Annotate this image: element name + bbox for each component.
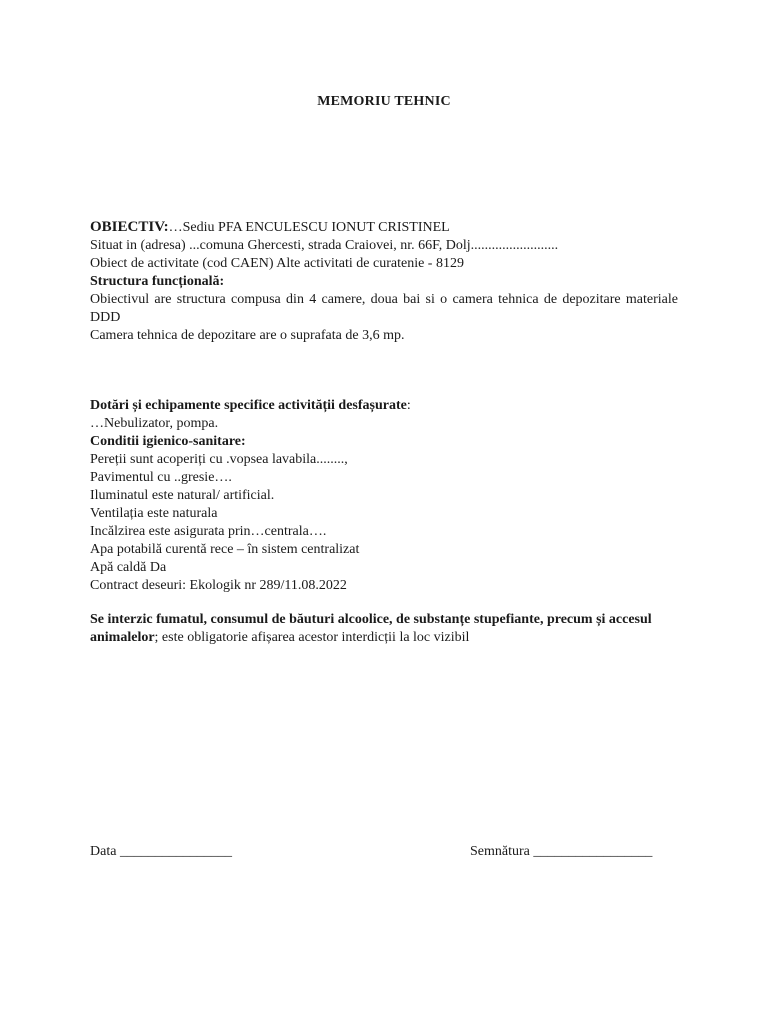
signature-label: Semnătura (470, 844, 530, 859)
objective-line (90, 218, 678, 237)
objective-section (90, 218, 678, 345)
hygiene-item: Apa potabilă curentă rece – în sistem centralizat (90, 542, 360, 557)
hygiene-heading: Conditii igienico-sanitare: (90, 434, 246, 449)
signature-line: _________________ (533, 844, 653, 859)
hygiene-item: Apă caldă Da (90, 560, 167, 575)
hygiene-item: Ventilația este naturala (90, 506, 218, 521)
signature-field (470, 844, 652, 860)
address-line: Situat in (adresa) ...comuna Ghercesti, strada Craiovei, nr. 66F, Dolj......................... (90, 238, 559, 253)
equipment-heading: Dotări și echipamente specifice activității desfașurate (90, 398, 407, 413)
structure-heading: Structura funcțională: (90, 274, 225, 289)
date-field (90, 844, 232, 860)
prohibition-bold: Se interzic fumatul, consumul de băuturi alcoolice, de substanțe stupefiante, precum și accesul animalelor (90, 612, 652, 645)
hygiene-item: Pavimentul cu ..gresie…. (90, 470, 232, 485)
hygiene-item: Iluminatul este natural/ artificial. (90, 488, 275, 503)
activity-line: Obiect de activitate (cod CAEN) Alte activitati de curatenie - 8129 (90, 256, 464, 271)
hygiene-item: Contract deseuri: Ekologik nr 289/11.08.2022 (90, 578, 347, 593)
prohibition-text (90, 611, 678, 647)
equipment-value: …Nebulizator, pompa. (90, 416, 219, 431)
date-line: ________________ (119, 844, 232, 859)
date-label: Data (90, 844, 117, 859)
hygiene-item: Pereții sunt acoperiți cu .vopsea lavabila........, (90, 452, 348, 467)
document-title: MEMORIU TEHNIC (317, 94, 451, 109)
equipment-hygiene-section (90, 397, 678, 595)
objective-value: …Sediu PFA ENCULESCU IONUT CRISTINEL (168, 220, 450, 235)
prohibition-section (90, 611, 678, 647)
hygiene-item: Incălzirea este asigurata prin…centrala…. (90, 524, 327, 539)
equipment-colon: : (406, 398, 411, 413)
equipment-heading-line (90, 397, 678, 415)
objective-label: OBIECTIV: (90, 219, 169, 235)
structure-description: Obiectivul are structura compusa din 4 camere, doua bai si o camera tehnica de depozitare materiale DDD (90, 292, 678, 325)
prohibition-normal: ; este obligatorie afișarea acestor interdicții la loc vizibil (154, 630, 470, 645)
storage-area-line: Camera tehnica de depozitare are o suprafata de 3,6 mp. (90, 328, 405, 343)
